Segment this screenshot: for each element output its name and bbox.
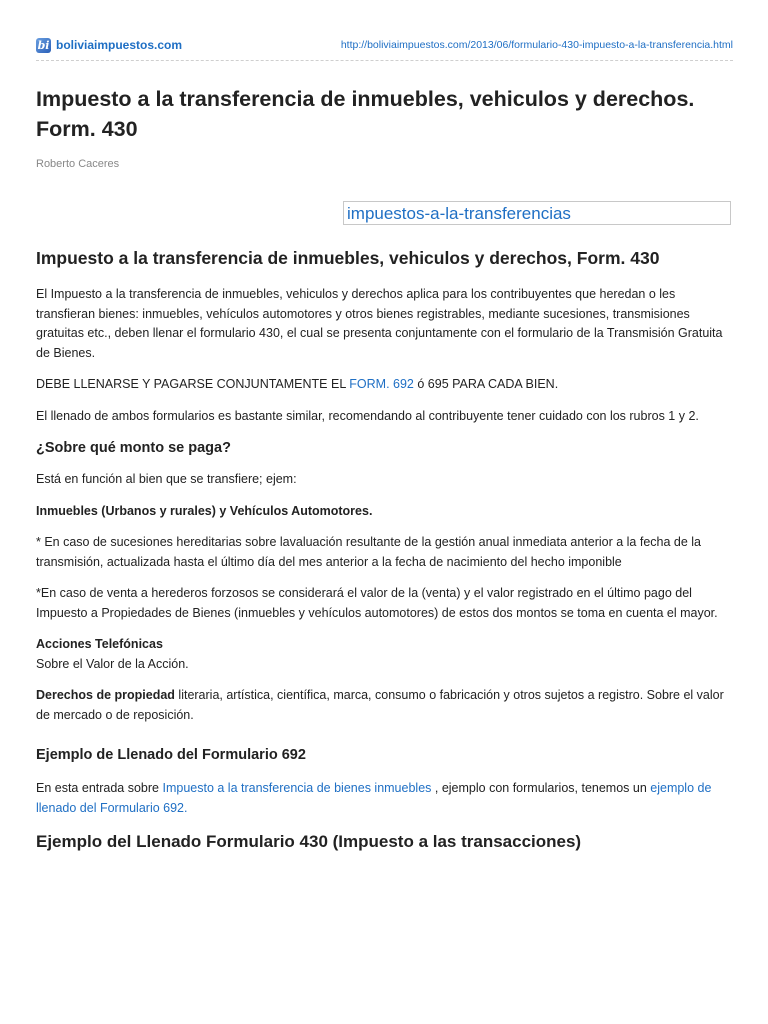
venta-paragraph: *En caso de venta a herederos forzosos se considerará el valor de la (venta) y el valor registrado en el último pago del Impuesto a Propiedades de Bienes (inmuebles y vehículos automotores) de estos dos montos se toma en cuenta el mayor. bbox=[36, 586, 718, 620]
site-header bbox=[36, 33, 733, 57]
author-name: Roberto Caceres bbox=[36, 158, 120, 170]
form-692-link[interactable]: FORM. 692 bbox=[349, 377, 414, 391]
transferencia-inmuebles-link[interactable]: Impuesto a la transferencia de bienes inmuebles bbox=[162, 781, 432, 795]
page-title: Impuesto a la transferencia de inmuebles, vehiculos y derechos. Form. 430 bbox=[36, 87, 695, 141]
article-body bbox=[36, 245, 734, 864]
derechos-bold-text: Derechos de propiedad bbox=[36, 688, 175, 702]
similar-paragraph: El llenado de ambos formularios es bastante similar, recomendando al contribuyente tener cuidado con los rubros 1 y 2. bbox=[36, 408, 699, 423]
source-url-link[interactable]: http://boliviaimpuestos.com/2013/06/formulario-430-impuesto-a-la-transferencia.html bbox=[340, 39, 733, 51]
inmuebles-heading: Inmuebles (Urbanos y rurales) y Vehículos Automotores. bbox=[36, 503, 373, 518]
acciones-text: Sobre el Valor de la Acción. bbox=[36, 656, 189, 671]
site-brand[interactable] bbox=[36, 38, 182, 53]
derechos-text: literaria, artística, científica, marca, consumo o fabricación y otros sujetos a registro. Sobre el valor de mercado o de reposición. bbox=[36, 688, 724, 722]
ejemplo-692-link[interactable]: ejemplo de llenado del Formulario 692. bbox=[36, 781, 712, 815]
acciones-paragraph bbox=[36, 635, 734, 674]
entrada-text-before: En esta entrada sobre bbox=[36, 781, 163, 795]
derechos-paragraph bbox=[36, 686, 734, 725]
sucesiones-paragraph: * En caso de sucesiones hereditarias sobre lavaluación resultante de la gestión anual inmediata anterior a la fecha de la transmisión, actualizada hasta el último día del mes anterior a la fecha de nacimiento del hecho imponible bbox=[36, 535, 702, 569]
section-heading-monto: ¿Sobre qué monto se paga? bbox=[36, 440, 231, 456]
monto-intro-paragraph: Está en función al bien que se transfiere; ejem: bbox=[36, 472, 297, 486]
entrada-paragraph bbox=[36, 779, 734, 818]
notice-text-before: DEBE LLENARSE Y PAGARSE CONJUNTAMENTE EL bbox=[36, 377, 350, 391]
acciones-heading: Acciones Telefónicas bbox=[36, 637, 163, 651]
site-name-link[interactable]: boliviaimpuestos.com bbox=[56, 38, 183, 52]
section-heading-430: Ejemplo del Llenado Formulario 430 (Impuesto a las transacciones) bbox=[36, 832, 582, 851]
site-logo-icon: bi bbox=[37, 38, 50, 52]
notice-paragraph bbox=[36, 375, 734, 395]
intro-paragraph: El Impuesto a la transferencia de inmuebles, vehiculos y derechos aplica para los contribuyentes que heredan o les transfieran bienes: inmuebles, vehículos automotores y otros bienes registrables, mediante sucesiones, transmisiones gratuitas etc., deben llenar el formulario 430, el cual se presenta conjuntamente con el formulario de la Transmisión Gratuita de Bienes. bbox=[36, 287, 723, 360]
article-heading: Impuesto a la transferencia de inmuebles, vehiculos y derechos, Form. 430 bbox=[36, 248, 660, 268]
tag-link[interactable]: impuestos-a-la-transferencias bbox=[343, 201, 731, 225]
entrada-text-middle: , ejemplo con formularios, tenemos un bbox=[431, 781, 651, 795]
notice-text-after: ó 695 PARA CADA BIEN. bbox=[413, 377, 559, 391]
header-divider bbox=[36, 60, 733, 61]
section-heading-692: Ejemplo de Llenado del Formulario 692 bbox=[36, 747, 306, 763]
